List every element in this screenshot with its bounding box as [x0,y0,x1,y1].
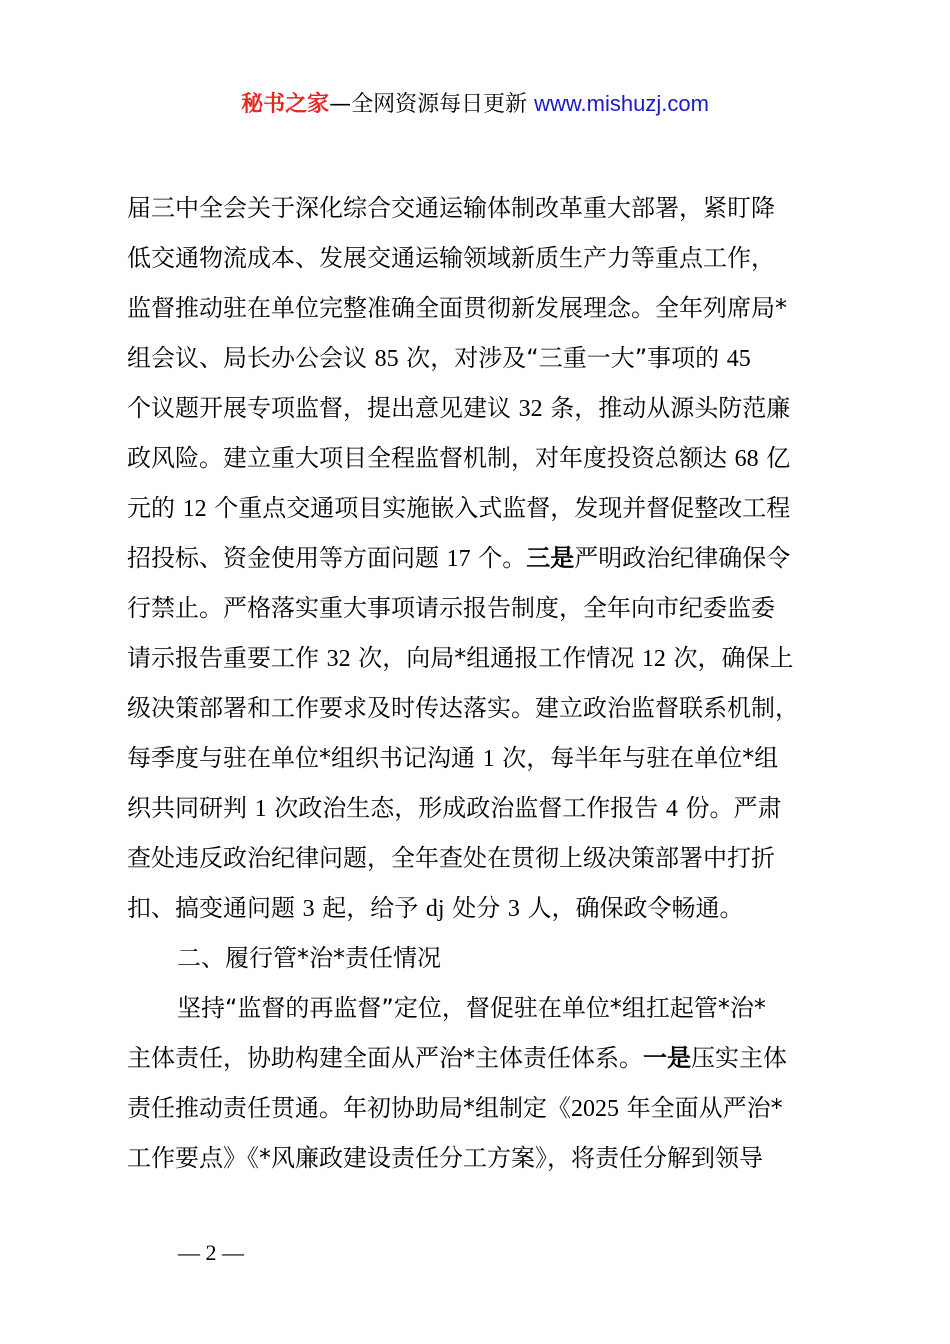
site-name: 秘书之家 [241,92,330,117]
text-line: 个议题开展专项监督，提出意见建议 32 条，推动从源头防范廉 [127,394,791,422]
text-line: 监督推动驻在单位完整准确全面贯彻新发展理念。全年列席局* [127,294,787,322]
text-line: 届三中全会关于深化综合交通运输体制改革重大部署，紧盯降 [127,194,775,222]
site-header [0,88,950,121]
document-body [127,183,847,1183]
text-line: 织共同研判 1 次政治生态，形成政治监督工作报告 4 份。严肃 [127,794,782,822]
text-line: 主体责任，协助构建全面从严治*主体责任体系。一是压实主体 [127,1044,787,1072]
text-line: 组会议、局长办公会议 85 次，对涉及“三重一大”事项的 45 [127,344,751,372]
emphasis-label: 三是 [526,544,575,572]
text-line: 每季度与驻在单位*组织书记沟通 1 次，每半年与驻在单位*组 [127,744,779,772]
section-heading: 二、履行管*治*责任情况 [177,944,441,972]
text-line: 招投标、资金使用等方面问题 17 个。三是严明政治纪律确保令 [127,544,791,572]
text-line: 级决策部署和工作要求及时传达落实。建立政治监督联系机制， [127,694,799,722]
page-number: — 2 — [178,1240,244,1265]
text-line: 元的 12 个重点交通项目实施嵌入式监督，发现并督促整改工程 [127,494,791,522]
text-line: 查处违反政治纪律问题，全年查处在贯彻上级决策部署中打折 [127,844,775,872]
text-line: 扣、搞变通问题 3 起，给予 dj 处分 3 人，确保政令畅通。 [127,894,744,922]
text-line: 低交通物流成本、发展交通运输领域新质生产力等重点工作， [127,244,775,272]
text-line: 请示报告重要工作 32 次，向局*组通报工作情况 12 次，确保上 [127,644,794,672]
site-url[interactable]: www.mishuzj.com [534,91,709,116]
site-tagline: —全网资源每日更新 [329,92,535,117]
text-line: 工作要点》《*风廉政建设责任分工方案》，将责任分解到领导 [127,1144,763,1172]
text-line: 坚持“监督的再监督”定位，督促驻在单位*组扛起管*治* [177,994,766,1022]
text-line: 责任推动责任贯通。年初协助局*组制定《2025 年全面从严治* [127,1094,783,1122]
text-line: 行禁止。严格落实重大事项请示报告制度，全年向市纪委监委 [127,594,775,622]
emphasis-label: 一是 [643,1044,691,1072]
text-line: 政风险。建立重大项目全程监督机制，对年度投资总额达 68 亿 [127,444,791,472]
